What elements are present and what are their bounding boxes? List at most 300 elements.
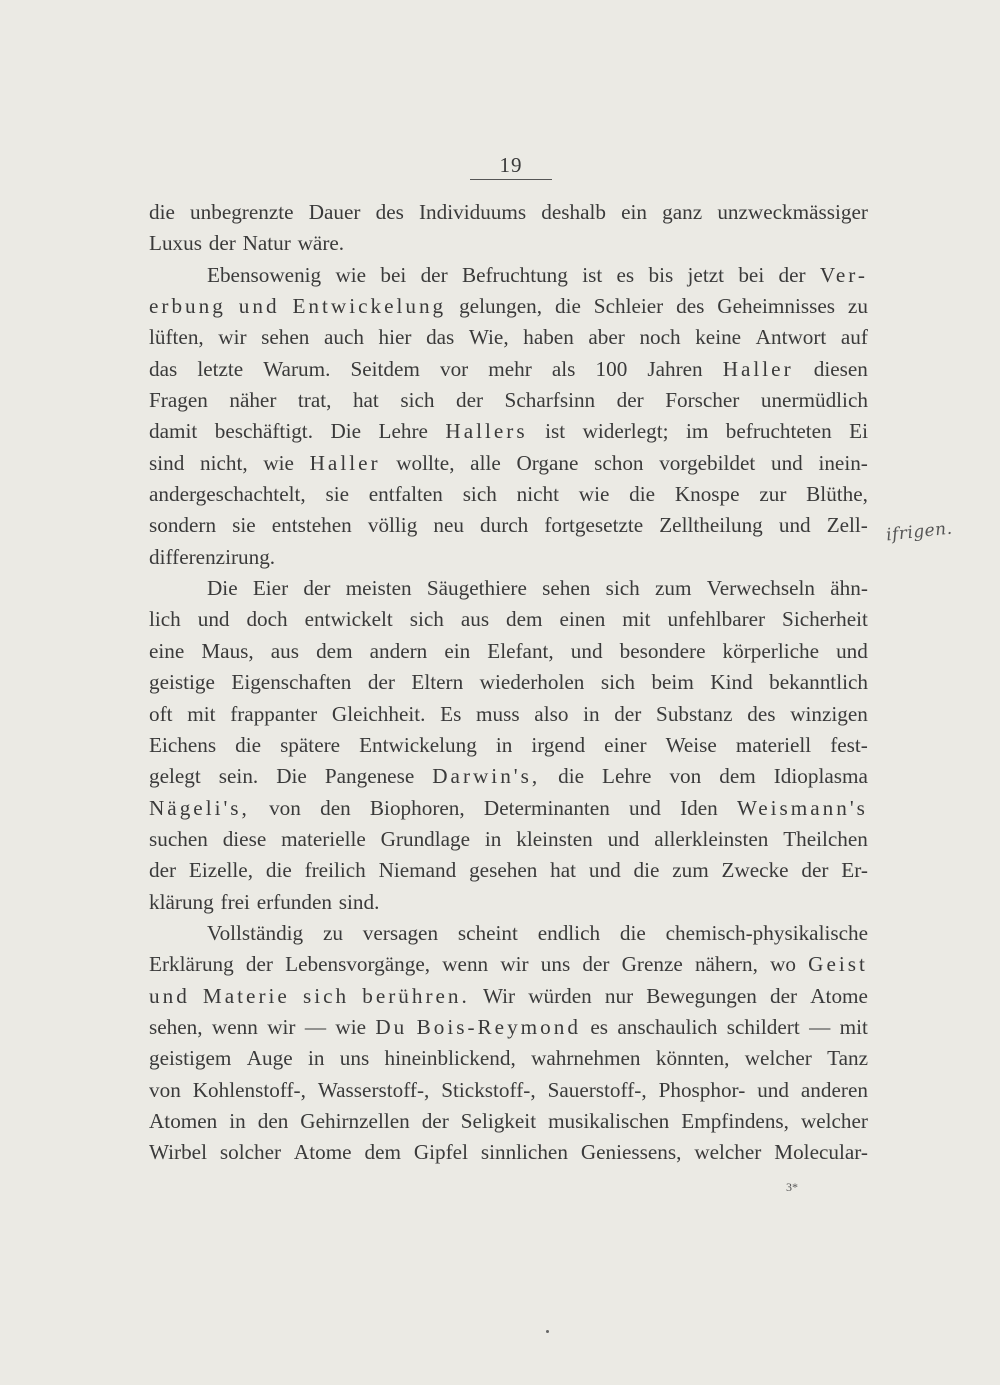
word: Niemand <box>378 858 457 883</box>
text-line <box>149 1075 868 1106</box>
word: Bois-Reymond <box>416 1014 581 1039</box>
word: wahrnehmen <box>531 1046 641 1071</box>
word: Tanz <box>827 1046 868 1071</box>
word: Entwickelung <box>359 732 477 757</box>
word: der <box>455 388 484 413</box>
text-line <box>149 322 868 353</box>
text-line <box>149 479 868 510</box>
word: im <box>685 419 709 444</box>
word: Schleier <box>593 294 664 319</box>
word: vor <box>439 356 469 381</box>
word: Haller <box>309 450 381 475</box>
word: in <box>307 1046 325 1071</box>
word: Pangenese <box>324 764 415 789</box>
word: Atome <box>810 983 868 1008</box>
word: Eier <box>252 576 289 601</box>
word: muss <box>476 701 520 726</box>
word: beim <box>651 670 694 695</box>
word: unzweckmässiger <box>717 200 868 224</box>
word: wie <box>335 1014 366 1039</box>
word: und <box>588 858 621 883</box>
word: in <box>583 701 600 726</box>
word: wir <box>500 952 529 977</box>
word: bekanntlich <box>769 670 868 695</box>
word: kleinsten <box>516 826 593 851</box>
word: andergeschachtelt, <box>149 482 306 507</box>
page-number: 19 <box>470 152 552 180</box>
word: anschaulich <box>617 1014 718 1039</box>
word: unfehlbarer <box>667 607 766 632</box>
word: doch <box>246 607 288 632</box>
word: Individuums <box>419 200 527 224</box>
word: dem <box>506 607 543 632</box>
word: und <box>629 795 661 820</box>
word: Hallers <box>445 419 528 444</box>
word: Kohlenstoff-, <box>192 1077 306 1102</box>
word: entwickelt <box>304 607 393 632</box>
word: — <box>809 1014 831 1039</box>
word: Kind <box>710 670 753 695</box>
word: frei <box>220 889 250 914</box>
text-line <box>149 949 868 980</box>
word: Befruchtung <box>461 262 568 287</box>
word: ähn- <box>830 576 868 601</box>
text-line <box>149 855 868 886</box>
text-line <box>149 416 868 447</box>
word: Iden <box>680 795 718 820</box>
word: Eizelle, <box>188 858 254 883</box>
word: sondern <box>149 513 217 538</box>
word: Zwecke <box>721 858 789 883</box>
word: oft <box>149 701 173 726</box>
word: freilich <box>304 858 366 883</box>
word: Molecular- <box>774 1140 868 1165</box>
word: befruchteten <box>725 419 832 444</box>
word: aus <box>460 607 490 632</box>
word: erfunden <box>256 889 332 914</box>
word: Eichens <box>149 732 217 757</box>
word: der <box>778 262 806 287</box>
word: Er- <box>841 858 868 883</box>
word: und <box>197 607 230 632</box>
word: noch <box>639 325 681 350</box>
signature-mark: 3* <box>786 1180 798 1194</box>
word: ganz <box>662 200 703 224</box>
word: frappanter <box>230 701 318 726</box>
word: des <box>747 701 776 726</box>
word: wo <box>770 952 796 977</box>
word: schon <box>594 450 644 475</box>
word: und <box>778 513 811 538</box>
paper-speck <box>546 1330 549 1333</box>
word: sich <box>605 576 640 601</box>
word: als <box>551 356 576 381</box>
word: lich <box>149 607 181 632</box>
word: musikalischen <box>548 1108 670 1133</box>
word: irgend <box>531 732 586 757</box>
word: fest- <box>830 732 868 757</box>
word: mit <box>839 1014 868 1039</box>
word: den <box>320 795 351 820</box>
word: jetzt <box>687 262 725 287</box>
word: sie <box>325 482 349 507</box>
word: keine <box>695 325 742 350</box>
word: sie <box>232 513 256 538</box>
word: Warum. <box>263 356 331 381</box>
text-line <box>149 448 868 479</box>
word: zum <box>655 576 692 601</box>
word: alle <box>470 450 501 475</box>
word: zu <box>322 920 343 945</box>
word: der <box>770 983 798 1008</box>
word: der <box>303 576 331 601</box>
word: Forscher <box>665 388 740 413</box>
word: bei <box>738 262 765 287</box>
word: und <box>570 638 603 663</box>
word: gesehen <box>469 858 538 883</box>
text-line <box>149 793 868 824</box>
word: Säugethiere <box>426 576 527 601</box>
word: das <box>426 325 455 350</box>
word: Geist <box>808 952 868 977</box>
word: die <box>235 732 262 757</box>
word: vorgebildet <box>659 450 756 475</box>
word: Erklärung <box>149 952 234 977</box>
word: sich <box>409 607 444 632</box>
word: auch <box>323 325 364 350</box>
text-line <box>149 824 868 855</box>
word: Determinanten <box>483 795 610 820</box>
word: uns <box>540 952 571 977</box>
word: Sicherheit <box>782 607 868 632</box>
word: Verwechseln <box>706 576 815 601</box>
word: wiederholen <box>479 670 585 695</box>
word: Stickstoff-, <box>441 1077 536 1102</box>
word: Du <box>375 1014 408 1039</box>
word: Elefant, <box>487 638 554 663</box>
word: wir <box>218 325 247 350</box>
word: Entwickelung <box>292 294 447 319</box>
word: welcher <box>694 1140 762 1165</box>
word: der <box>801 858 829 883</box>
word: näher <box>229 388 277 413</box>
word: Nägeli's, <box>149 795 250 820</box>
word: ein <box>621 200 648 224</box>
word: wie <box>335 262 367 287</box>
word: und <box>607 826 640 851</box>
word: berühren. <box>362 983 470 1008</box>
word: Atome <box>293 1140 352 1165</box>
text-line <box>149 636 868 667</box>
word: Substanz <box>656 701 733 726</box>
word: deshalb <box>541 200 606 224</box>
text-line <box>149 981 868 1012</box>
word: nicht, <box>200 450 248 475</box>
word: winzigen <box>790 701 868 726</box>
word: einer <box>604 732 647 757</box>
text-line <box>149 761 868 792</box>
word: mit <box>622 607 651 632</box>
word: Luxus <box>149 231 202 256</box>
word: scheint <box>457 920 518 945</box>
word: geistigem <box>149 1046 232 1071</box>
word: suchen <box>149 826 208 851</box>
word: Zelltheilung <box>659 513 763 538</box>
word: sehen <box>542 576 591 601</box>
word: Die <box>330 419 362 444</box>
word: sein. <box>218 764 259 789</box>
word: die <box>554 294 581 319</box>
word: sehen, <box>149 1014 203 1039</box>
word: und <box>836 638 868 663</box>
word: schildert <box>726 1014 800 1039</box>
text-line <box>149 385 868 416</box>
word: lüften, <box>149 325 204 350</box>
word: sinnlichen <box>480 1140 568 1165</box>
word: Wasserstoff-, <box>317 1077 430 1102</box>
word: sehen <box>261 325 310 350</box>
word: widerlegt; <box>582 419 669 444</box>
word: aus <box>270 638 300 663</box>
word: der <box>614 701 642 726</box>
text-line <box>149 542 868 573</box>
word: der <box>149 858 177 883</box>
word: Seitdem <box>350 356 420 381</box>
word: hineinblickend, <box>384 1046 516 1071</box>
word: Antwort <box>755 325 827 350</box>
word: Die <box>207 576 238 601</box>
word: bei <box>380 262 407 287</box>
word: Darwin's, <box>432 764 541 789</box>
word: diesen <box>813 356 868 381</box>
word: unermüdlich <box>760 388 868 413</box>
word: entfalten <box>368 482 443 507</box>
word: anderen <box>800 1077 868 1102</box>
text-line <box>149 918 868 949</box>
word: allerkleinsten <box>654 826 769 851</box>
word: der <box>582 952 610 977</box>
word: es <box>616 262 635 287</box>
word: in <box>229 1108 246 1133</box>
word: von <box>149 1077 181 1102</box>
word: Empfindens, <box>681 1108 789 1133</box>
text-line <box>149 1137 868 1168</box>
word: Lehre <box>378 419 428 444</box>
word: es <box>590 1014 608 1039</box>
word: wir <box>267 1014 296 1039</box>
word: also <box>534 701 569 726</box>
word: ist <box>545 419 566 444</box>
text-line <box>149 887 868 918</box>
word: in <box>495 732 513 757</box>
word: sich <box>302 983 350 1008</box>
word: wie <box>578 482 610 507</box>
word: von <box>669 764 702 789</box>
word: die <box>265 858 292 883</box>
word: mit <box>187 701 216 726</box>
word: chemisch-physikalische <box>665 920 868 945</box>
text-line <box>149 197 868 228</box>
word: wäre. <box>297 231 345 256</box>
word: das <box>149 356 178 381</box>
word: Materie <box>202 983 290 1008</box>
word: andern <box>369 638 428 663</box>
word: der <box>245 952 273 977</box>
word: gelegt <box>149 764 201 789</box>
word: Ebensowenig <box>207 262 322 287</box>
word: der <box>420 262 448 287</box>
word: neu <box>433 513 464 538</box>
word: eine <box>149 638 185 663</box>
word: gelungen, <box>459 294 543 319</box>
word: Die <box>276 764 307 789</box>
word: hier <box>378 325 412 350</box>
word: wenn <box>442 952 489 977</box>
word: Eltern <box>411 670 464 695</box>
word: materielle <box>281 826 366 851</box>
word: Organe <box>516 450 579 475</box>
word: aber <box>588 325 625 350</box>
word: Idioplasma <box>773 764 868 789</box>
handwritten-margin-note: ifrigen. <box>885 518 954 546</box>
word: entstehen <box>271 513 352 538</box>
word: wie <box>263 450 294 475</box>
word: könnten, <box>655 1046 730 1071</box>
word: den <box>257 1108 289 1133</box>
word: nähern, <box>694 952 758 977</box>
word: wollte, <box>396 450 455 475</box>
word: Atomen <box>149 1108 218 1133</box>
word: diese <box>222 826 267 851</box>
word: solcher <box>219 1140 282 1165</box>
word: besondere <box>619 638 706 663</box>
word: Lebensvorgänge, <box>285 952 431 977</box>
text-line <box>149 1012 868 1043</box>
text-line <box>149 604 868 635</box>
word: die <box>149 200 175 224</box>
word: Auge <box>246 1046 293 1071</box>
text-line <box>149 730 868 761</box>
word: Dauer <box>308 200 361 224</box>
word: Wie, <box>468 325 509 350</box>
word: materiell <box>735 732 812 757</box>
word: Gipfel <box>413 1140 468 1165</box>
word: klärung <box>149 889 214 914</box>
word: erbung <box>149 294 226 319</box>
word: Weise <box>665 732 717 757</box>
word: sich <box>400 388 435 413</box>
text-line <box>149 228 868 259</box>
word: mehr <box>488 356 532 381</box>
word: Weismann's <box>736 795 868 820</box>
word: und <box>149 983 190 1008</box>
word: Biophoren, <box>369 795 465 820</box>
word: endlich <box>537 920 601 945</box>
word: ein <box>444 638 471 663</box>
text-line <box>149 667 868 698</box>
word: Eigenschaften <box>231 670 352 695</box>
word: durch <box>480 513 529 538</box>
word: Jahren <box>647 356 703 381</box>
word: der <box>367 670 395 695</box>
word: sind <box>149 450 185 475</box>
word: Wirbel <box>149 1140 207 1165</box>
word: Haller <box>722 356 794 381</box>
word: würden <box>528 983 592 1008</box>
word: einen <box>559 607 606 632</box>
text-line <box>149 260 868 291</box>
word: — <box>304 1014 327 1039</box>
word: letzte <box>197 356 244 381</box>
word: differenzirung. <box>149 544 276 569</box>
word: Gehirnzellen <box>300 1108 410 1133</box>
text-line <box>149 291 868 322</box>
word: der <box>616 388 644 413</box>
word: welcher <box>800 1108 868 1133</box>
word: geistige <box>149 670 215 695</box>
word: der <box>208 231 236 256</box>
word: und <box>238 294 280 319</box>
word: sich <box>462 482 497 507</box>
word: die <box>629 482 656 507</box>
word: Scharfsinn <box>504 388 596 413</box>
word: meisten <box>345 576 412 601</box>
word: Theilchen <box>783 826 868 851</box>
word: wenn <box>211 1014 258 1039</box>
word: sind. <box>338 889 380 914</box>
word: Es <box>440 701 462 726</box>
word: Sauerstoff-, <box>547 1077 647 1102</box>
word: Wir <box>482 983 516 1008</box>
word: des <box>375 200 404 224</box>
word: von <box>269 795 301 820</box>
word: beschäftigt. <box>214 419 313 444</box>
word: dem <box>719 764 756 789</box>
text-line <box>149 699 868 730</box>
word: und <box>757 1077 789 1102</box>
word: in <box>484 826 502 851</box>
word: dem <box>364 1140 401 1165</box>
text-line <box>149 573 868 604</box>
word: zur <box>759 482 787 507</box>
word: Ei <box>849 419 868 444</box>
word: die <box>558 764 585 789</box>
word: fortgesetzte <box>544 513 644 538</box>
word: Bewegungen <box>646 983 757 1008</box>
text-line <box>149 1043 868 1074</box>
word: Knospe <box>674 482 740 507</box>
word: Gleichheit. <box>331 701 426 726</box>
word: Seligkeit <box>460 1108 537 1133</box>
word: auf <box>840 325 868 350</box>
word: Grundlage <box>380 826 471 851</box>
word: Zell- <box>826 513 868 538</box>
word: Maus, <box>201 638 254 663</box>
word: zu <box>847 294 868 319</box>
word: Fragen <box>149 388 208 413</box>
text-line <box>149 510 868 541</box>
word: völlig <box>367 513 418 538</box>
word: spätere <box>280 732 341 757</box>
word: Geheimnisses <box>717 294 835 319</box>
word: hat <box>550 858 577 883</box>
word: Lehre <box>602 764 652 789</box>
word: inein- <box>818 450 868 475</box>
word: versagen <box>362 920 439 945</box>
word: Ver- <box>819 262 868 287</box>
word: Blüthe, <box>806 482 868 507</box>
body-text <box>149 197 868 1169</box>
